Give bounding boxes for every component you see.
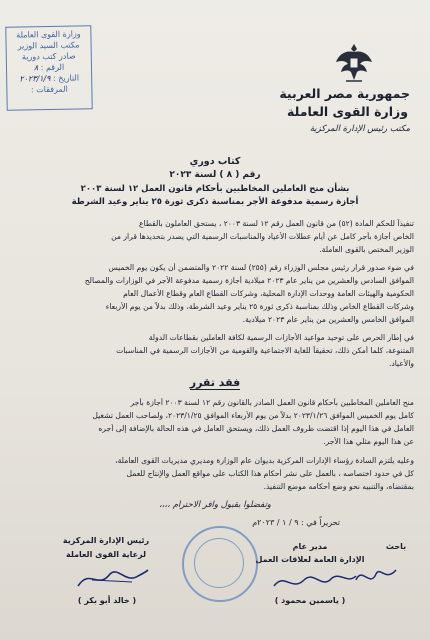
stamp-ministry: وزارة القوى العاملة bbox=[16, 29, 81, 40]
paragraph4-line: عن هذا اليوم مثلي هذا الأجر. bbox=[323, 437, 414, 446]
paragraph3-line: والأعياد. bbox=[388, 359, 414, 368]
paragraph3-line: في إطار الحرص على توحيد مواعيد الأجازات الرسمية لكافة العاملين بقطاعات الدولة bbox=[148, 333, 414, 342]
paragraph4-line: منح العاملين المخاطبين بأحكام قانون العمل الصادر بالقانون رقم ١٢ لسنة ٢٠٠٣ أجازة بأجر bbox=[130, 398, 414, 407]
paragraph5-line: كل في حدود اختصاصه ، بالعمل على نشر أحكام هذا الكتاب على مواقع العمل والإنتاج للعمل bbox=[126, 469, 414, 478]
paragraph2-line: الحكومية والهيئات العامة ووحدات الإدارة المحلية، وشركات القطاع العام وقطاع الأعمال العام bbox=[123, 289, 414, 298]
central-admin-subtitle: لرعاية القوى العاملة bbox=[65, 550, 147, 559]
eagle-emblem-icon bbox=[334, 40, 374, 84]
incoming-stamp bbox=[5, 25, 92, 110]
stamp-number-label: الرقم : bbox=[40, 62, 65, 73]
stamp-date-value: ٢٠٢٣/١/٩ bbox=[19, 73, 51, 84]
stamp-date-label: التاريخ : bbox=[52, 73, 80, 83]
paragraph1-line: الخاص أجازة بأجر كامل عن أيام عطلات الأعياد والمناسبات الرسمية التي يصدر بتحديدها قرار من bbox=[111, 232, 414, 241]
paragraph2-line: الموافق السادس والعشرين من يناير عام ٢٠٢٣ ميلادية أجازة رسمية مدفوعة الأجر في الوزارات والمصالح bbox=[84, 276, 414, 285]
central-admin-name: ( خالد أبو بكر ) bbox=[77, 596, 137, 605]
paragraph1-line: تنفيذاً للحكم المادة (٥٢) من قانون العمل رقم ١٢ لسنة ٢٠٠٣ ، يستحق العاملون بالقطاع bbox=[139, 219, 414, 228]
general-manager-title: مدير عام bbox=[292, 542, 328, 551]
paragraph2-line: وشركات القطاع الخاص وذلك بمناسبة ذكرى ثورة ٢٥ يناير وعيد الشرطة، وذلك بدلاً من يوم الأربعاء bbox=[105, 302, 414, 311]
paragraph4-line: كامل يوم الخميس الموافق ٢٠٢٣/١/٢٦ بدلاً من يوم الأربعاء الموافق ٢٠٢٣/١/٢٥، ولصاحب العمل تشغيل bbox=[92, 411, 414, 420]
office-title: مكتب رئيس الإدارة المركزية bbox=[309, 124, 410, 134]
stamp-attachments-label: المرفقات : bbox=[30, 84, 68, 95]
ministry-title: وزارة القوى العاملة bbox=[287, 104, 408, 119]
stamp-office: مكتب السيد الوزير bbox=[17, 40, 80, 51]
paragraph3-line: المتنوعة، كلما أمكن ذلك، تحقيقاً للغاية الاجتماعية والقومية من الأجازات الرسمية في المناسبات bbox=[116, 346, 414, 355]
closing-line: وتفضلوا بقبول وافر الاحترام ،،،، bbox=[159, 500, 271, 510]
doc-kind: كتاب دوري bbox=[189, 156, 241, 167]
official-seal bbox=[182, 526, 258, 602]
researcher-title: باحث bbox=[385, 542, 407, 551]
general-admin-title: الإدارة العامة لعلاقات العمل bbox=[255, 555, 365, 564]
paragraph2-line: في ضوء صدور قرار رئيس مجلس الوزراء رقم (٢٥٥) لسنة ٢٠٢٢ والمتضمن أن يكون يوم الخميس bbox=[108, 263, 414, 272]
paragraph5-line: وعليه يلتزم السادة رؤساء الإدارات المركزية بديوان عام الوزارة ومديري مديريات القوى العاملة، bbox=[115, 456, 414, 465]
decided-heading: فقد تقرر bbox=[189, 376, 241, 389]
paragraph5-line: بمقتضاه، والتنبيه نحو وضع أحكامه موضع التنفيذ. bbox=[263, 482, 414, 491]
general-manager-signature bbox=[270, 568, 360, 594]
stamp-number-value: ٨ bbox=[33, 63, 39, 73]
central-admin-title: رئيس الإدارة المركزية bbox=[62, 536, 150, 545]
paragraph2-line: الموافق الخامس والعشرين من يناير عام ٢٠٢٣ ميلادية. bbox=[242, 315, 414, 324]
general-manager-name: ( ياسمين محمود ) bbox=[274, 596, 346, 605]
doc-subject-line2: أجازة رسمية مدفوعة الأجر بمناسبة ذكرى ثورة ٢٥ يناير وعيد الشرطة bbox=[71, 197, 359, 207]
paragraph4-line: العامل في هذا اليوم إذا اقتضت ظروف العمل ذلك، ويستحق العامل في هذه الحالة بالإضافة إلى أجره bbox=[98, 424, 414, 433]
doc-subject-line1: بشأن منح العاملين المخاطبين بأحكام قانون العمل ١٢ لسنة ٢٠٠٣ bbox=[80, 184, 350, 194]
issue-date: تحريراً في : ٩ / ١ / ٢٠٢٣م bbox=[252, 518, 340, 527]
central-admin-signature bbox=[72, 564, 152, 594]
republic-title: جمهورية مصر العربية bbox=[279, 86, 410, 101]
doc-number: رقم ( ٨ ) لسنة ٢٠٢٣ bbox=[169, 170, 261, 180]
paragraph1-line: الوزير المختص بالقوى العاملة. bbox=[319, 245, 414, 254]
stamp-type: صادر كتب دورية bbox=[21, 51, 76, 62]
